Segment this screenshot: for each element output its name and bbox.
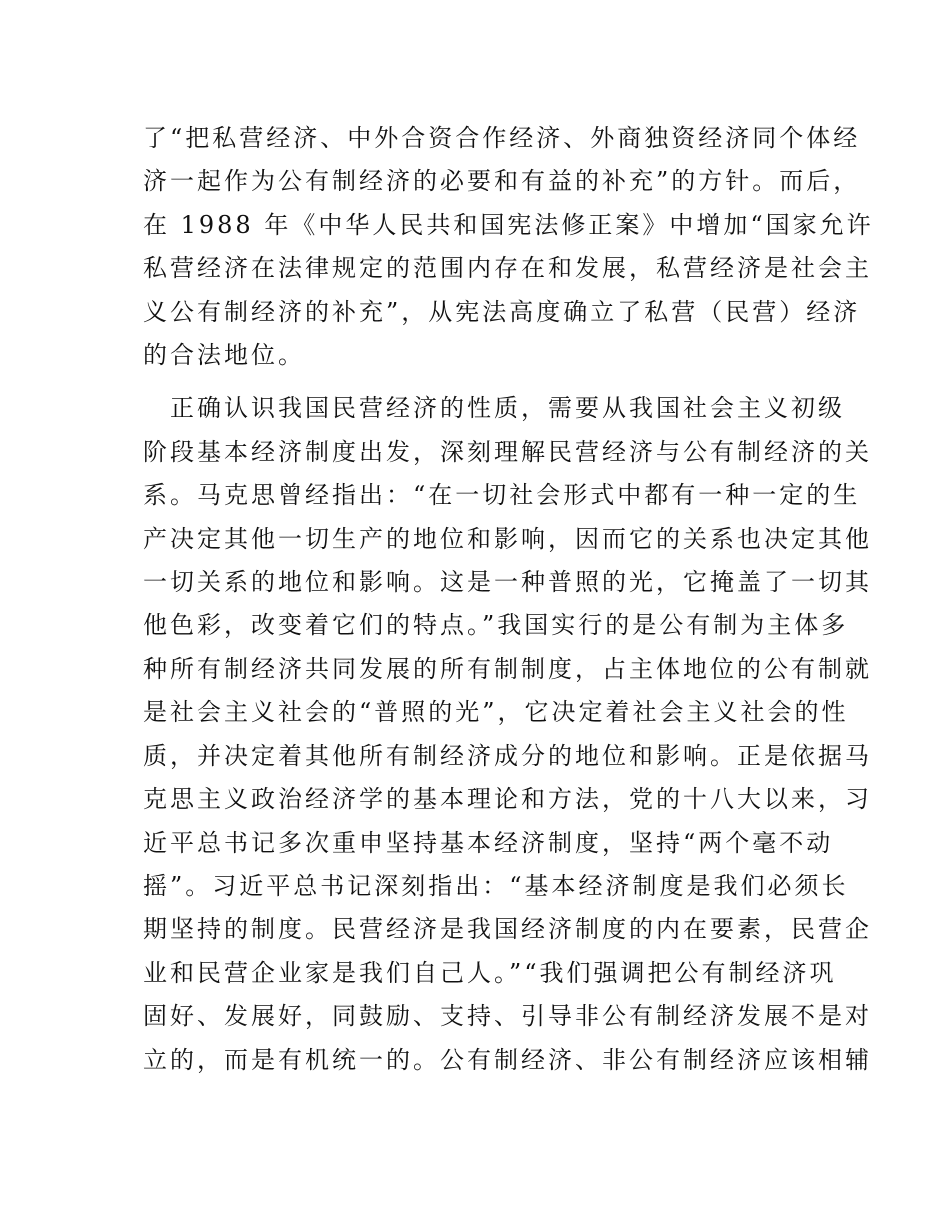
- text-line: 系。马克思曾经指出：“在一切社会形式中都有一种一定的生: [143, 481, 861, 510]
- text-line: 质，并决定着其他所有制经济成分的地位和影响。正是依据马: [143, 741, 872, 770]
- text-line: 业和民营企业家是我们自己人。”“我们强调把公有制经济巩: [143, 958, 837, 987]
- text-line: 固好、发展好，同鼓励、支持、引导非公有制经济发展不是对: [143, 1002, 872, 1031]
- text-line: 正确认识我国民营经济的性质，需要从我国社会主义初级: [170, 394, 845, 423]
- text-line: 他色彩，改变着它们的特点。”我国实行的是公有制为主体多: [143, 611, 849, 640]
- text-line: 克思主义政治经济学的基本理论和方法，党的十八大以来，习: [143, 785, 872, 814]
- text-line: 摇”。习近平总书记深刻指出：“基本经济制度是我们必须长: [143, 871, 849, 900]
- document-page: [143, 117, 874, 1092]
- text-line: 义公有制经济的补充”，从宪法高度确立了私营（民营）经济: [143, 297, 861, 326]
- text-line: 的合法地位。: [143, 341, 305, 370]
- text-line: 产决定其他一切生产的地位和影响，因而它的关系也决定其他: [143, 524, 872, 553]
- text-line: 期坚持的制度。民营经济是我国经济制度的内在要素，民营企: [143, 915, 872, 944]
- text-line: 立的，而是有机统一的。公有制经济、非公有制经济应该相辅: [143, 1045, 872, 1074]
- text-line: 一切关系的地位和影响。这是一种普照的光，它掩盖了一切其: [143, 568, 872, 597]
- text-line: 了“把私营经济、中外合资合作经济、外商独资经济同个体经: [143, 124, 861, 152]
- paragraph-2: [143, 387, 872, 1082]
- text-line: 在 1988 年《中华人民共和国宪法修正案》中增加“国家允许: [143, 210, 874, 239]
- text-line: 是社会主义社会的“普照的光”，它决定着社会主义社会的性: [143, 698, 849, 727]
- text-line: 阶段基本经济制度出发，深刻理解民营经济与公有制经济的关: [143, 437, 872, 466]
- text-line: 近平总书记多次重申坚持基本经济制度，坚持“两个毫不动: [143, 828, 834, 857]
- paragraph-1: [143, 117, 874, 377]
- text-line: 济一起作为公有制经济的必要和有益的补充”的方针。而后，: [143, 167, 861, 196]
- text-line: 种所有制经济共同发展的所有制制度，占主体地位的公有制就: [143, 654, 872, 683]
- text-line: 私营经济在法律规定的范围内存在和发展，私营经济是社会主: [143, 254, 872, 283]
